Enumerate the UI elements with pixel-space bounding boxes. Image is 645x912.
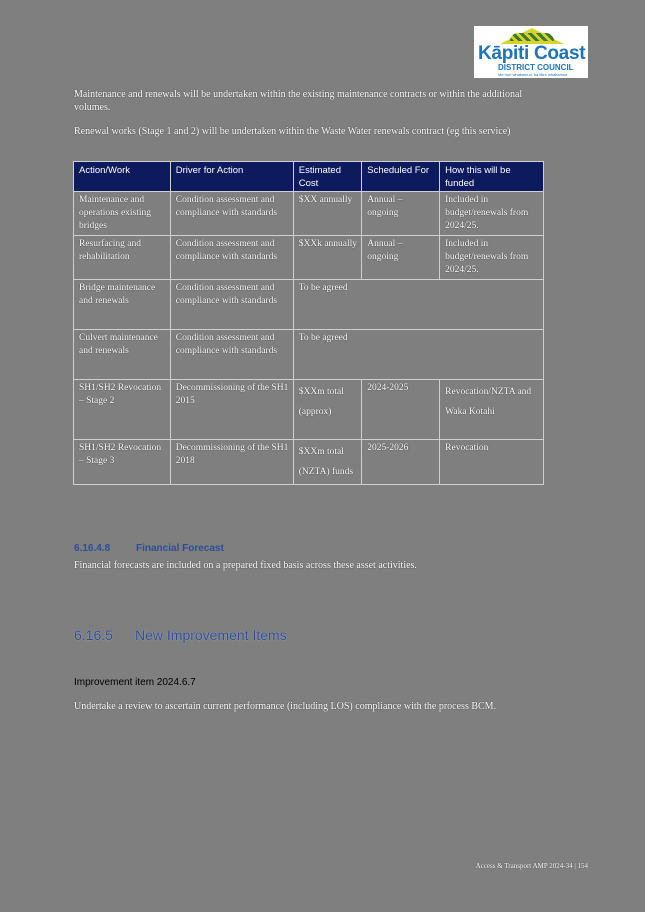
table-row [74, 380, 544, 440]
cell-cost: $XXk annually [293, 236, 362, 280]
cell-cost: $XXm total (approx) [293, 380, 362, 440]
improvement-item-title: Improvement item 2024.6.7 [74, 677, 196, 688]
cell-driver: Decommissioning of the SH1 2018 [170, 440, 293, 485]
logo-title: Kāpiti Coast [478, 43, 586, 64]
intro-paragraph-2: Renewal works (Stage 1 and 2) will be undertaken within the Waste Water renewals contract (eg this service) [74, 126, 511, 137]
logo-tagline: Me huri whakamuri, ka titiro whakamua [498, 72, 568, 77]
cell-action: SH1/SH2 Revocation – Stage 3 [74, 440, 171, 485]
cell-scheduled: Annual – ongoing [362, 192, 440, 236]
financial-forecast-number: 6.16.4.8 [74, 543, 111, 554]
council-logo [474, 26, 588, 78]
section-number: 6.16.5 [74, 627, 113, 643]
header-scheduled-for: Scheduled For [362, 162, 440, 192]
table-row [74, 440, 544, 485]
table-row [74, 330, 544, 380]
header-action-work: Action/Work [74, 162, 171, 192]
improvement-item-text: Undertake a review to ascertain current performance (including LOS) compliance with the process BCM. [74, 701, 497, 712]
cell-merged: To be agreed [293, 330, 543, 380]
cell-driver: Condition assessment and compliance with standards [170, 330, 293, 380]
page-number: 154 [577, 862, 588, 870]
cell-funded: Revocation/NZTA and Waka Kotahi [440, 380, 544, 440]
cell-driver: Decommissioning of the SH1 2015 [170, 380, 293, 440]
cell-funded: Included in budget/renewals from 2024/25. [440, 236, 544, 280]
cell-action: Resurfacing and rehabilitation [74, 236, 171, 280]
cell-scheduled: 2024-2025 [362, 380, 440, 440]
header-driver: Driver for Action [170, 162, 293, 192]
cell-driver: Condition assessment and compliance with standards [170, 236, 293, 280]
cell-action: Bridge maintenance and renewals [74, 280, 171, 330]
financial-forecast-title: Financial Forecast [136, 543, 224, 554]
cell-funded: Revocation [440, 440, 544, 485]
cell-funded: Included in budget/renewals from 2024/25. [440, 192, 544, 236]
intro-paragraph-1: Maintenance and renewals will be undertaken within the existing maintenance contracts or within the additional volumes. [74, 89, 523, 113]
section-heading [74, 627, 287, 643]
footer-separator: | [574, 862, 576, 870]
page-footer [420, 862, 588, 870]
table-header-row [74, 162, 544, 192]
table-row [74, 192, 544, 236]
cell-scheduled: 2025-2026 [362, 440, 440, 485]
section-title: New Improvement Items [135, 627, 287, 643]
works-table [73, 161, 544, 485]
header-funding: How this will be funded [440, 162, 544, 192]
cell-scheduled: Annual – ongoing [362, 236, 440, 280]
logo-subtitle: DISTRICT COUNCIL [498, 63, 574, 72]
footer-doc-title: Access & Transport AMP 2024-34 [475, 862, 573, 870]
cell-cost: $XXm total (NZTA) funds [293, 440, 362, 485]
header-estimated-cost: Estimated Cost [293, 162, 362, 192]
financial-forecast-heading [74, 543, 224, 554]
cell-driver: Condition assessment and compliance with standards [170, 192, 293, 236]
table-row [74, 236, 544, 280]
mountain-pattern-icon [510, 33, 554, 41]
table-row [74, 280, 544, 330]
cell-action: SH1/SH2 Revocation – Stage 2 [74, 380, 171, 440]
cell-action: Culvert maintenance and renewals [74, 330, 171, 380]
financial-forecast-text: Financial forecasts are included on a prepared fixed basis across these asset activities. [74, 560, 417, 571]
cell-merged: To be agreed [293, 280, 543, 330]
cell-action: Maintenance and operations existing bridges [74, 192, 171, 236]
cell-cost: $XX annually [293, 192, 362, 236]
cell-driver: Condition assessment and compliance with standards [170, 280, 293, 330]
